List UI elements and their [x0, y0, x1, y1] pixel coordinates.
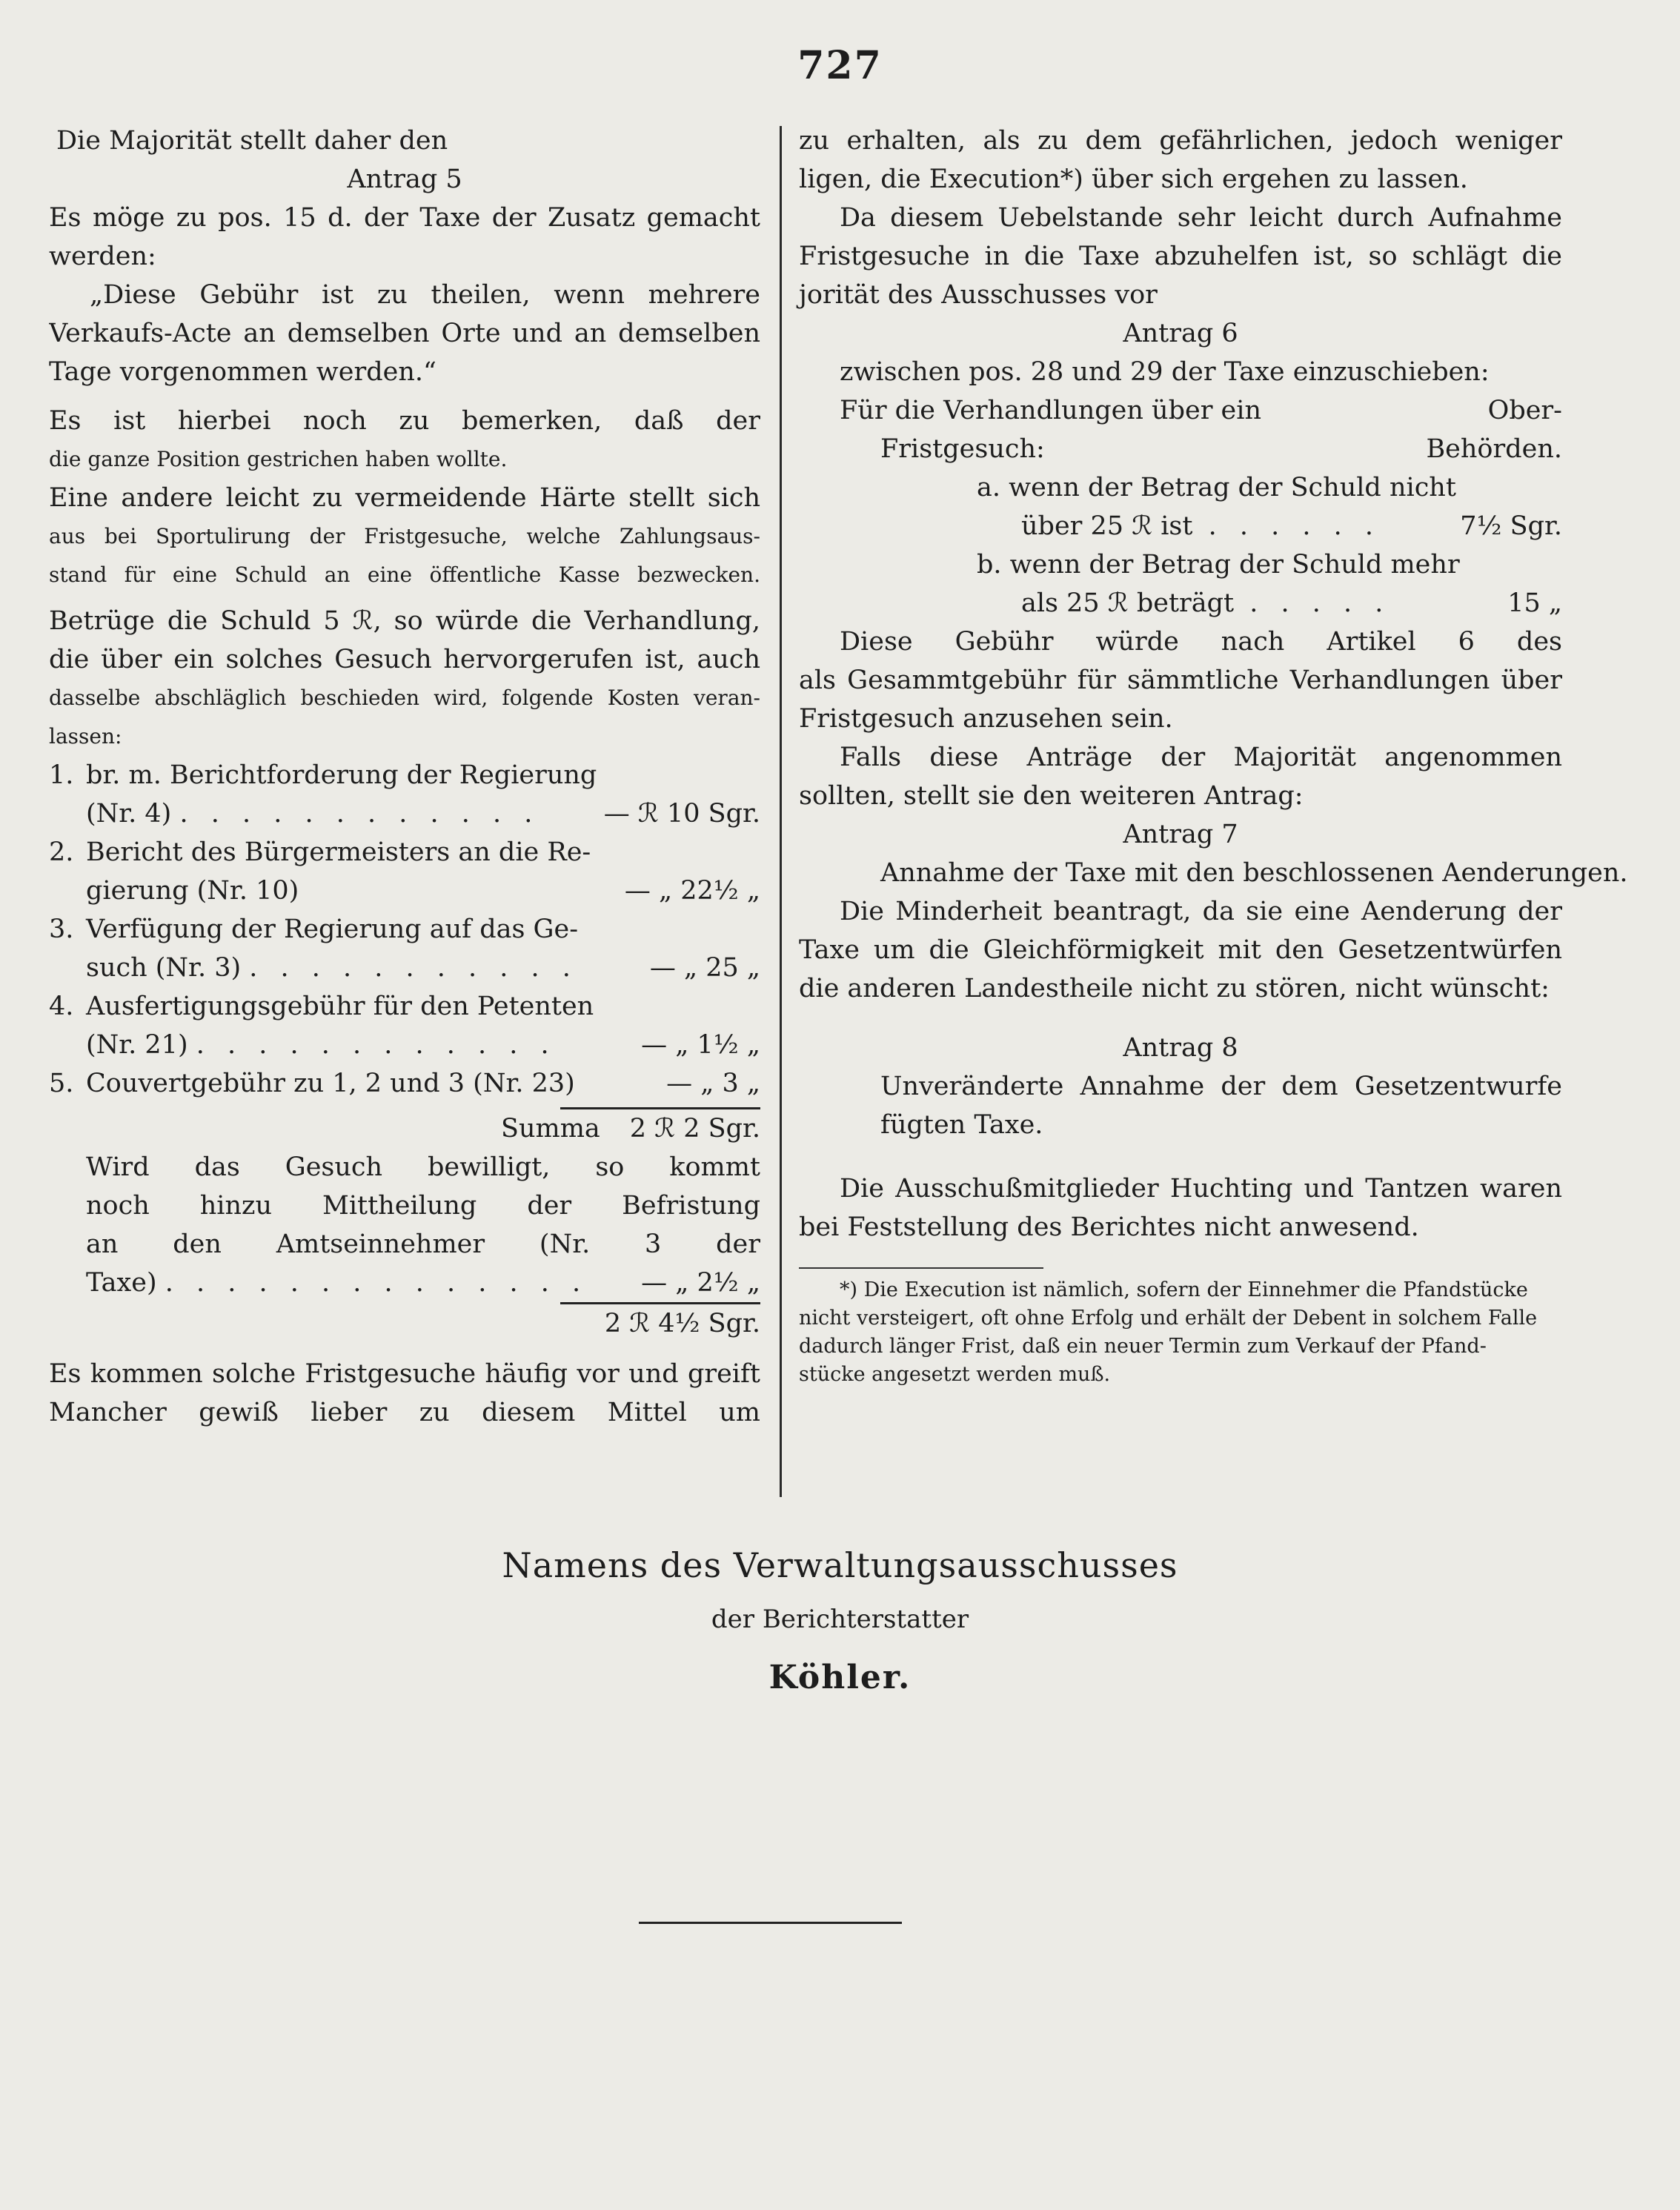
- item-amount: 7½ Sgr.: [1460, 511, 1562, 541]
- antrag-7-heading: Antrag 7: [1123, 820, 1238, 849]
- text-line: jorität des Ausschusses vor: [799, 280, 1158, 310]
- item-amount: — „ 2½ „: [641, 1268, 760, 1298]
- text-line: Die Ausschußmitglieder Huchting und Tantzen waren: [840, 1174, 1562, 1204]
- cost-item: [49, 1064, 760, 1103]
- text-line: Taxe): [86, 1268, 157, 1298]
- text-line: Es möge zu pos. 15 d. der Taxe der Zusatz gemacht: [49, 203, 760, 233]
- text-line: Es kommen solche Fristgesuche häufig vor und greift: [49, 1359, 760, 1389]
- text-line: zwischen pos. 28 und 29 der Taxe einzuschieben:: [840, 357, 1490, 387]
- footnote-rule: [799, 1267, 1043, 1269]
- text-line: Annahme der Taxe mit den beschlossenen Aenderungen.: [880, 858, 1628, 888]
- text-line: an den Amtseinnehmer (Nr. 3 der: [86, 1230, 760, 1259]
- cost-list: 1. br. m. Berichtforderung der Regierung (Nr. 4) . . . . . . . . . . . . — ℛ 10 Sgr. 2. Bericht des Bürgermeisters an die Re- gierung (Nr. 10) — „ 22½ „ 3. Verfügung der Regierung auf das Ge- such (Nr. 3) . . . . . . . . . . . — „ 25 „ 4. Ausfertigungsgebühr für den Petenten (Nr. 21) . . . . . . . . . . . . — „ 1½ „ 5. Couvertgebühr zu 1, 2 und 3 (Nr. 23) — „ 3 „ Summa 2 ℛ 2 Sgr. Wird das Gesuch bewilligt, so kommt noch hinzu Mittheilung der Befristung an den Amtseinnehmer (Nr. 3 der Taxe) . . . . . . . . . . . . . . — „ 2½ „ 2 ℛ 4½ Sgr.: [49, 756, 760, 1343]
- text-line: die anderen Landestheile nicht zu stören, nicht wünscht:: [799, 974, 1550, 1003]
- text-line: Wird das Gesuch bewilligt, so kommt: [86, 1152, 760, 1182]
- antrag-5-heading: Antrag 5: [347, 165, 462, 194]
- item-text: (Nr. 4): [86, 799, 172, 829]
- text-line: Eine andere leicht zu vermeidende Härte stellt sich: [49, 483, 760, 513]
- item-text: such (Nr. 3): [86, 953, 242, 983]
- text-line: als 25 ℛ beträgt: [1021, 588, 1235, 618]
- footnote-line: stücke angesetzt werden muß.: [799, 1363, 1111, 1386]
- text-line: stand für eine Schuld an eine öffentliche Kasse bezwecken.: [49, 563, 760, 587]
- quote-line: „Diese Gebühr ist zu theilen, wenn mehrere: [90, 280, 760, 310]
- text-line: aus bei Sportulirung der Fristgesuche, welche Zahlungsaus-: [49, 524, 760, 548]
- item-text: Ausfertigungsgebühr für den Petenten: [86, 992, 594, 1021]
- text-line: Diese Gebühr würde nach Artikel 6 des: [840, 627, 1562, 657]
- total-row: [560, 1302, 760, 1343]
- footnote-line: *) Die Execution ist nämlich, sofern der Einnehmer die Pfandstücke: [840, 1278, 1528, 1301]
- signature-role: der Berichterstatter: [711, 1605, 969, 1634]
- cost-item: [49, 833, 760, 910]
- item-number: 4.: [49, 992, 74, 1021]
- text-line: zu erhalten, als zu dem gefährlichen, jedoch weniger: [799, 126, 1562, 156]
- total-amount: 2 ℛ 4½ Sgr.: [604, 1309, 760, 1338]
- text-line: Betrüge die Schuld 5 ℛ, so würde die Verhandlung,: [49, 606, 760, 636]
- text-line: sollten, stellt sie den weiteren Antrag:: [799, 781, 1304, 811]
- page-number: 727: [797, 43, 883, 88]
- text-line: Taxe um die Gleichförmigkeit mit den Gesetzentwürfen: [799, 935, 1562, 965]
- item-number: 3.: [49, 915, 74, 944]
- text-line: lassen:: [49, 724, 122, 749]
- text-line: Es ist hierbei noch zu bemerken, daß der: [49, 406, 760, 436]
- item-amount: — „ 22½ „: [624, 876, 760, 906]
- antrag-8-heading: Antrag 8: [1123, 1033, 1238, 1063]
- item-text: Verfügung der Regierung auf das Ge-: [86, 915, 579, 944]
- summa-row: [501, 1107, 760, 1148]
- text-line: über 25 ℛ ist: [1021, 511, 1193, 541]
- item-amount: — ℛ 10 Sgr.: [603, 799, 760, 829]
- text-line: b. wenn der Betrag der Schuld mehr: [977, 550, 1460, 580]
- item-amount: — „ 3 „: [666, 1069, 760, 1098]
- text-line: die über ein solches Gesuch hervorgerufen ist, auch: [49, 645, 760, 674]
- item-number: 5.: [49, 1069, 74, 1098]
- item-number: 1.: [49, 760, 74, 790]
- summa-amount: 2 ℛ 2 Sgr.: [629, 1114, 760, 1144]
- antrag-6-heading: Antrag 6: [1123, 319, 1238, 348]
- item-text: Couvertgebühr zu 1, 2 und 3 (Nr. 23): [86, 1069, 575, 1098]
- item-number: 2.: [49, 837, 74, 867]
- text-line: a. wenn der Betrag der Schuld nicht: [977, 473, 1456, 502]
- text-line: werden:: [49, 242, 156, 271]
- text-line: Fristgesuch anzusehen sein.: [799, 704, 1173, 734]
- text-line: Mancher gewiß lieber zu diesem Mittel um: [49, 1398, 760, 1427]
- item-text: br. m. Berichtforderung der Regierung: [86, 760, 597, 790]
- cost-item: 1. br. m. Berichtforderung der Regierung (Nr. 4) . . . . . . . . . . . . — ℛ 10 Sgr.: [49, 756, 760, 833]
- footnote: [799, 1276, 1562, 1389]
- item-amount: — „ 1½ „: [641, 1030, 760, 1060]
- item-text: (Nr. 21): [86, 1030, 188, 1060]
- text-line: Fristgesuch:: [880, 434, 1045, 464]
- text-line: dasselbe abschläglich beschieden wird, folgende Kosten veran-: [49, 686, 760, 710]
- text-line: als Gesammtgebühr für sämmtliche Verhandlungen über: [799, 666, 1562, 695]
- summa-label: Summa: [501, 1114, 600, 1144]
- column-header: Behörden.: [1426, 434, 1562, 464]
- quote-line: Verkaufs-Acte an demselben Orte und an demselben: [49, 319, 760, 348]
- item-amount: 15 „: [1507, 588, 1562, 618]
- signature-title: Namens des Verwaltungsausschusses: [502, 1545, 1178, 1585]
- text-line: Da diesem Uebelstande sehr leicht durch Aufnahme: [840, 203, 1562, 233]
- footnote-line: nicht versteigert, oft ohne Erfolg und erhält der Debent in solchem Falle: [799, 1307, 1538, 1330]
- item-amount: — „ 25 „: [649, 953, 760, 983]
- column-divider: [780, 126, 782, 1497]
- end-rule: [639, 1922, 902, 1924]
- right-column: zu erhalten, als zu dem gefährlichen, jedoch weniger ligen, die Execution*) über sich ergehen zu lassen. Da diesem Uebelstande sehr leicht durch Aufnahme Fristgesuche in die Taxe abzuhelfen ist, so schlägt die jorität des Ausschusses vor Antrag 6 zwischen pos. 28 und 29 der Taxe einzuschieben: Für die Verhandlungen über ein Ober- Fristgesuch: Behörden. a. wenn der Betrag der Schuld nicht über 25 ℛ ist . . . . . . 7½ Sgr. b. wenn der Betrag der Schuld mehr als 25 ℛ beträgt . . . . . 15 „ Diese Gebühr würde nach Artikel 6 des als Gesammtgebühr für sämmtliche Verhandlungen über Fristgesuch anzusehen sein. Falls diese Anträge der Majorität angenommen sollten, stellt sie den weiteren Antrag: Antrag 7 Annahme der Taxe mit den beschlossenen Aenderungen. Die Minderheit beantragt, da sie eine Aenderung der Taxe um die Gleichförmigkeit mit den Gesetzentwürfen die anderen Landestheile nicht zu stören, nicht wünscht: Antrag 8 Unveränderte Annahme der dem Gesetzentwurfe fügten Taxe. Die Ausschußmitglieder Huchting und Tantzen waren bei Feststellung des Berichtes nicht anwesend. *) Die Execution ist nämlich, sofern der Einnehmer die Pfandstücke nicht versteigert, oft ohne Erfolg und erhält der Debent in solchem Falle dadurch länger Frist, daß ein neuer Termin zum Verkauf der Pfand- stücke angesetzt werden muß.: [799, 122, 1562, 1389]
- item-text: gierung (Nr. 10): [86, 876, 299, 906]
- text-line: Für die Verhandlungen über ein: [840, 396, 1262, 425]
- text-line: bei Feststellung des Berichtes nicht anwesend.: [799, 1212, 1419, 1242]
- left-column: [49, 122, 760, 1432]
- text-line: Die Minderheit beantragt, da sie eine Aenderung der: [840, 897, 1562, 926]
- item-text: Bericht des Bürgermeisters an die Re-: [86, 837, 591, 867]
- column-header: Ober-: [1487, 396, 1562, 425]
- text-line: Unveränderte Annahme der dem Gesetzentwurfe: [880, 1072, 1562, 1101]
- text-line: die ganze Position gestrichen haben wollte.: [49, 447, 508, 471]
- signature-name: Köhler.: [768, 1659, 912, 1696]
- text-line: Falls diese Anträge der Majorität angenommen: [840, 743, 1562, 772]
- footnote-line: dadurch länger Frist, daß ein neuer Termin zum Verkauf der Pfand-: [799, 1335, 1487, 1358]
- text-line: Die Majorität stellt daher den: [56, 126, 448, 156]
- text-line: Fristgesuche in die Taxe abzuhelfen ist, so schlägt die: [799, 242, 1562, 271]
- text-line: fügten Taxe.: [880, 1110, 1043, 1140]
- quote-line: Tage vorgenommen werden.“: [49, 357, 436, 387]
- text-line: noch hinzu Mittheilung der Befristung: [86, 1191, 760, 1221]
- cost-item: 3. Verfügung der Regierung auf das Ge- such (Nr. 3) . . . . . . . . . . . — „ 25 „: [49, 910, 760, 987]
- cost-item: 4. Ausfertigungsgebühr für den Petenten (Nr. 21) . . . . . . . . . . . . — „ 1½ „: [49, 987, 760, 1064]
- text-line: ligen, die Execution*) über sich ergehen zu lassen.: [799, 165, 1468, 194]
